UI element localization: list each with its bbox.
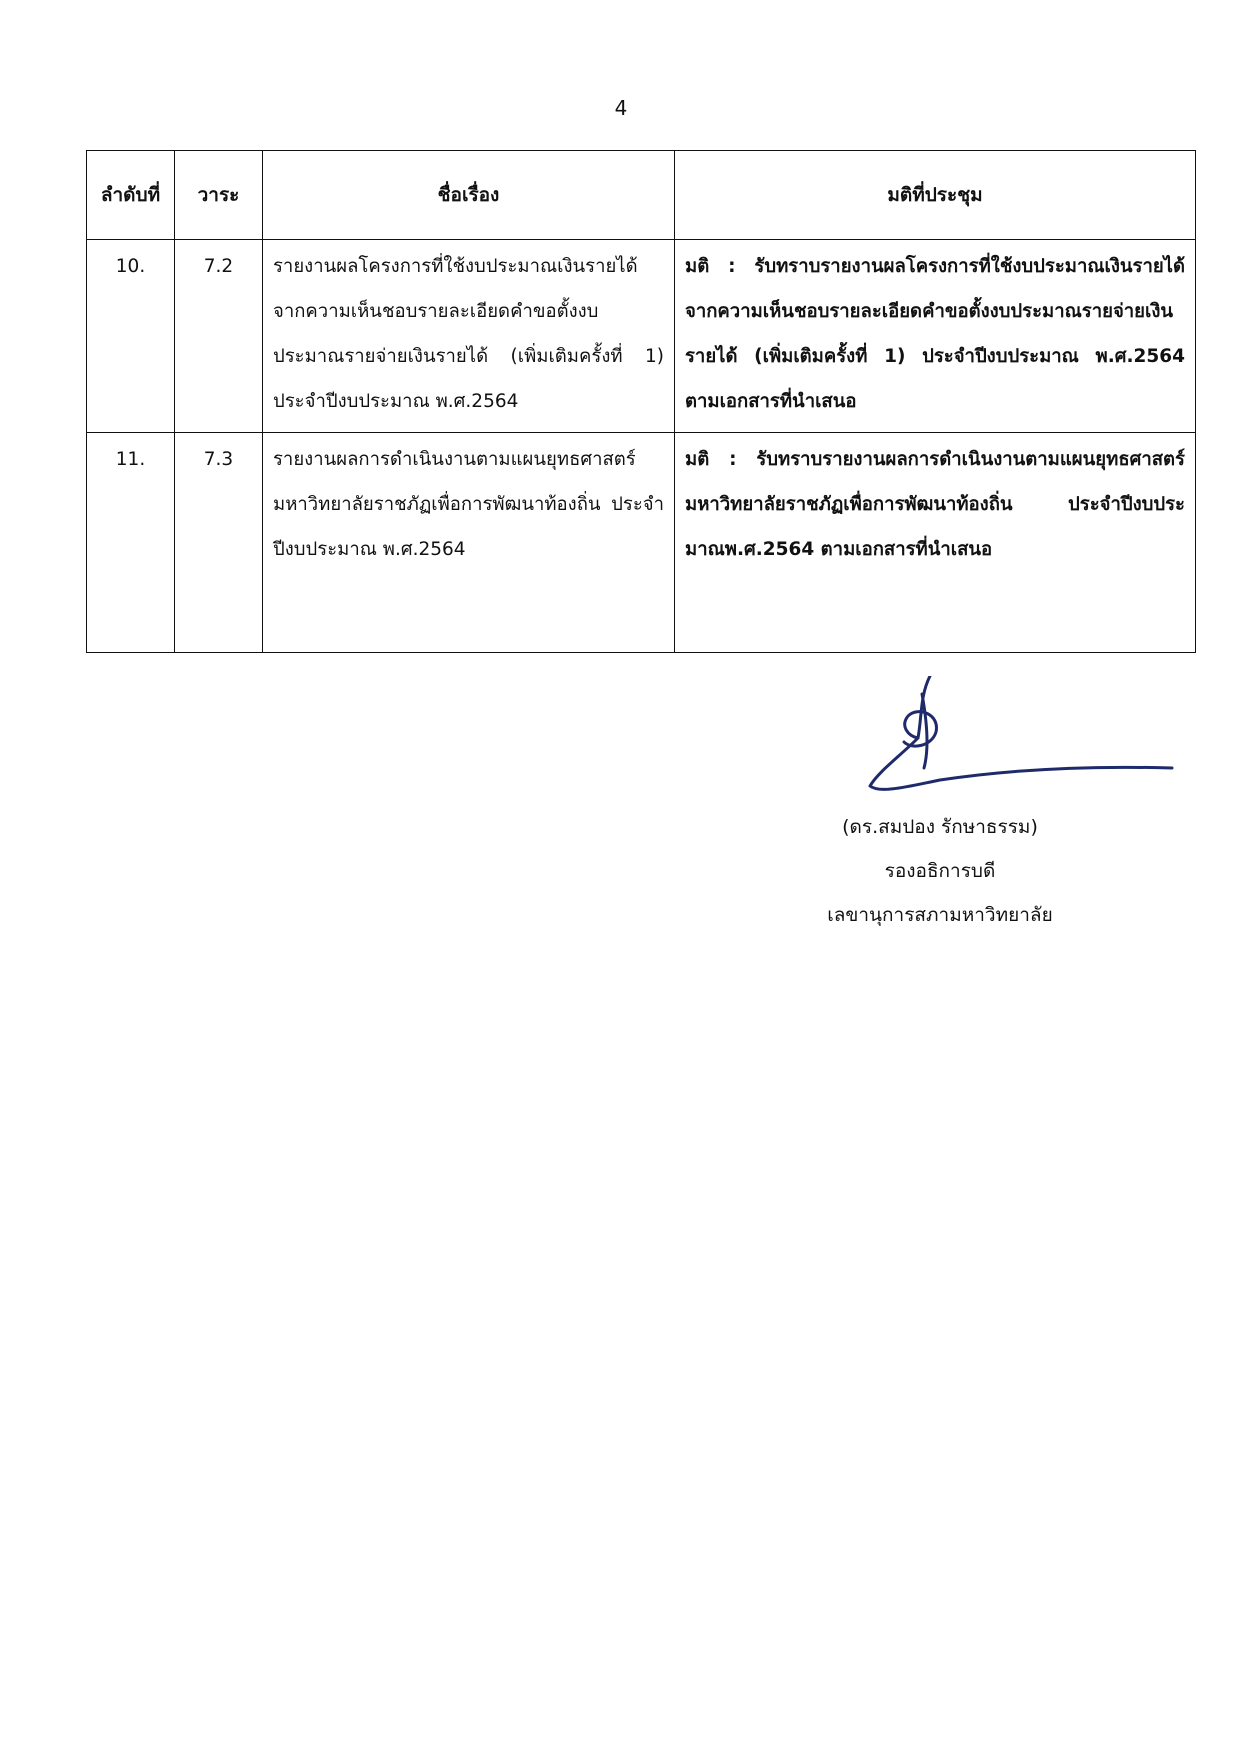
signer-name: (ดร.สมปอง รักษาธรรม) — [842, 816, 1038, 838]
row-agenda: 7.3 — [175, 433, 263, 653]
table-row — [87, 240, 1196, 433]
row-resolution: มติ : รับทราบรายงานผลการดำเนินงานตามแผนยุทธศาสตร์มหาวิทยาลัยราชภัฏเพื่อการพัฒนาท้องถิ่น ประจำปีงบประมาณพ.ศ.2564 ตามเอกสารที่นำเสนอ — [675, 433, 1196, 653]
handwritten-signature — [860, 676, 1180, 806]
header-no: ลำดับที่ — [87, 151, 175, 240]
row-no: 11. — [87, 433, 175, 653]
row-subject: รายงานผลโครงการที่ใช้งบประมาณเงินรายได้จากความเห็นชอบรายละเอียดคำขอตั้งงบประมาณรายจ่ายเงินรายได้ (เพิ่มเติมครั้งที่ 1) ประจำปีงบประมาณ พ.ศ.2564 — [263, 240, 675, 433]
table-row — [87, 433, 1196, 653]
row-no: 10. — [87, 240, 175, 433]
signer-role: เลขานุการสภามหาวิทยาลัย — [827, 904, 1053, 926]
page-number: 4 — [614, 96, 628, 120]
table-header-row — [87, 151, 1196, 240]
minutes-table — [86, 150, 1196, 653]
header-agenda: วาระ — [175, 151, 263, 240]
header-resolution: มติที่ประชุม — [675, 151, 1196, 240]
row-agenda: 7.2 — [175, 240, 263, 433]
signer-title: รองอธิการบดี — [884, 860, 996, 882]
header-subject: ชื่อเรื่อง — [263, 151, 675, 240]
row-resolution: มติ : รับทราบรายงานผลโครงการที่ใช้งบประมาณเงินรายได้จากความเห็นชอบรายละเอียดคำขอตั้งงบประมาณรายจ่ายเงินรายได้ (เพิ่มเติมครั้งที่ 1) ประจำปีงบประมาณ พ.ศ.2564 ตามเอกสารที่นำเสนอ — [675, 240, 1196, 433]
row-subject: รายงานผลการดำเนินงานตามแผนยุทธศาสตร์มหาวิทยาลัยราชภัฏเพื่อการพัฒนาท้องถิ่น ประจำปีงบประมาณ พ.ศ.2564 — [263, 433, 675, 653]
